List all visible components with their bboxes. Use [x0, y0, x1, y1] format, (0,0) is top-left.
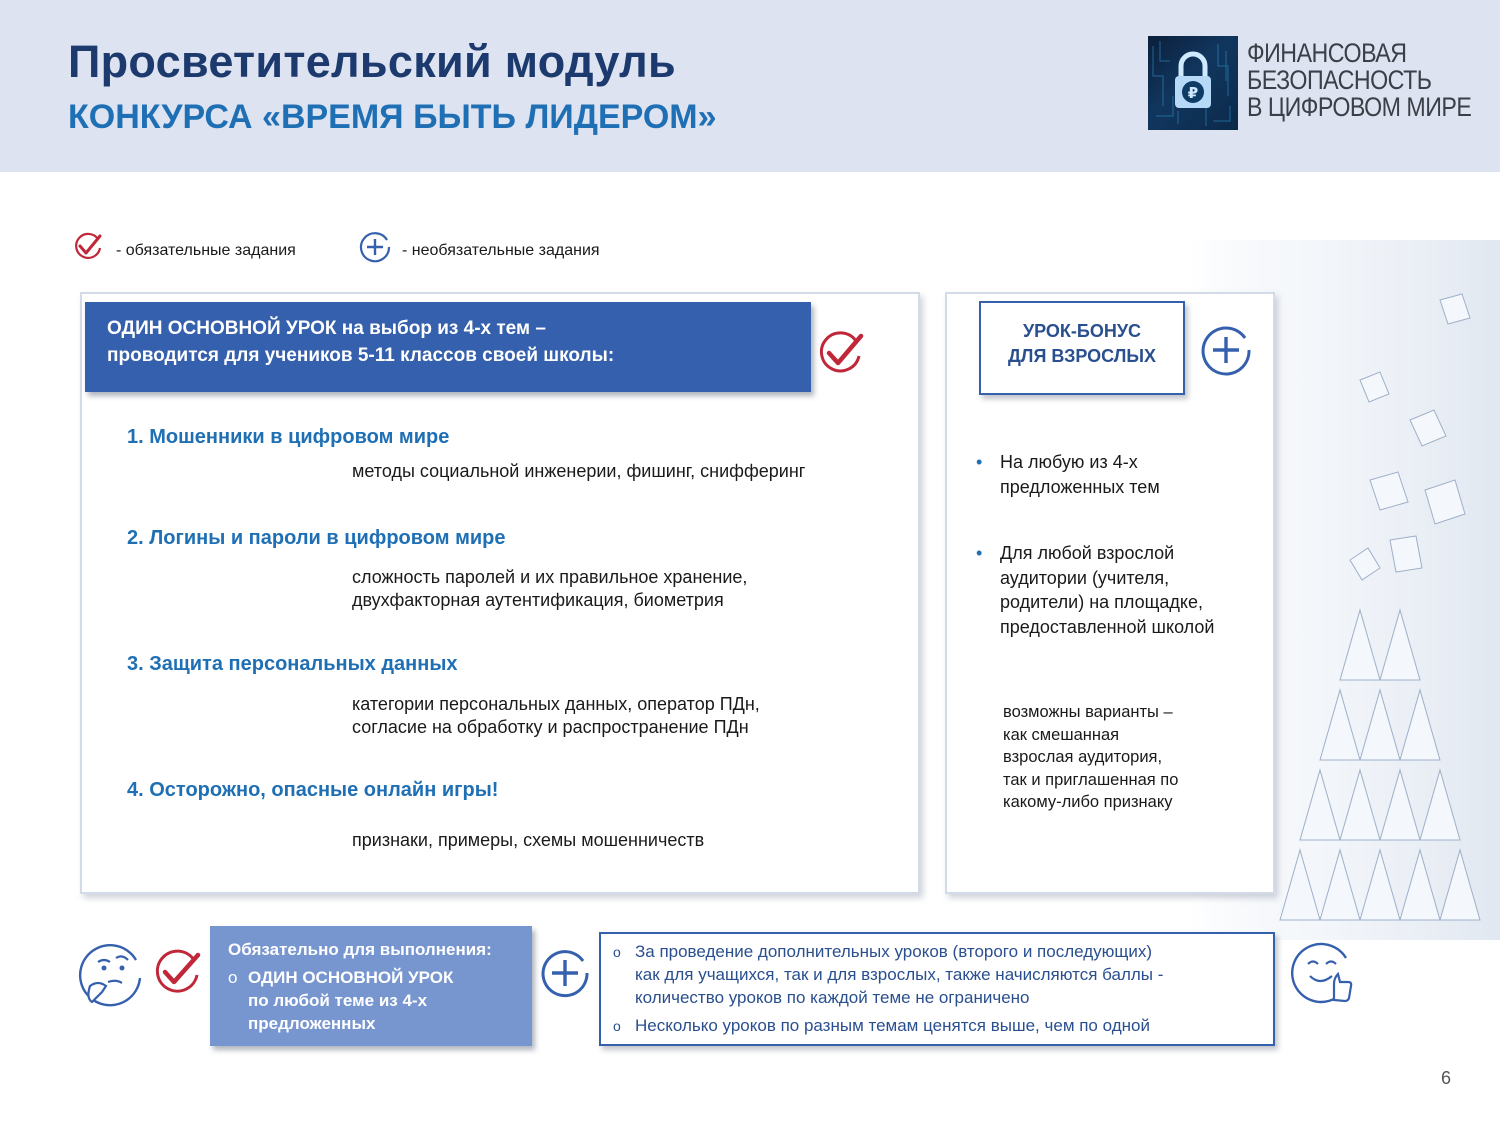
padlock-ruble-icon [1148, 36, 1238, 130]
required-item-line: по любой теме из 4-х [248, 991, 428, 1010]
plus-circle-icon [1198, 322, 1254, 378]
extra-lessons-box [599, 932, 1275, 1046]
bonus-bullet-line: предложенных тем [1000, 476, 1160, 497]
thumbs-up-face-icon [1290, 938, 1358, 1006]
bonus-bullet-line: Для любой взрослой [1000, 543, 1175, 563]
topic-description [352, 566, 747, 612]
checkmark-circle-icon [72, 230, 104, 262]
page-subtitle: КОНКУРСА «ВРЕМЯ БЫТЬ ЛИДЕРОМ» [68, 98, 717, 136]
bonus-note-line: взрослая аудитория, [1003, 748, 1163, 766]
topic-description-line: согласие на обработку и распространение ПДн [352, 717, 749, 737]
topic-description-line: сложность паролей и их правильное хранение, [352, 567, 748, 587]
extra-item-line: как для учащихся, так и для взрослых, также начисляются баллы - [635, 965, 1164, 984]
topic-title: 2. Логины и пароли в цифровом мире [127, 527, 506, 549]
plus-circle-icon [538, 946, 592, 1000]
logo-wordmark [1247, 40, 1471, 121]
bonus-note-line: какому-либо признаку [1003, 793, 1173, 811]
legend-required [72, 230, 296, 267]
topic-description-line: методы социальной инженерии, фишинг, снифферинг [352, 461, 806, 481]
bullet-circle-icon: o [228, 968, 238, 987]
topic-description-line: категории персональных данных, оператор ПДн, [352, 694, 760, 714]
main-header-line: проводится для учеников 5-11 классов своей школы: [107, 345, 615, 366]
logo-line: ФИНАНСОВАЯ [1247, 38, 1407, 68]
required-title: Обязательно для выполнения: [228, 940, 492, 959]
extra-item-line: За проведение дополнительных уроков (второго и последующих) [635, 942, 1153, 961]
logo-line: В ЦИФРОВОМ МИРЕ [1247, 92, 1472, 122]
thinking-face-icon [78, 938, 148, 1008]
bonus-bullet-line: На любую из 4-х [1000, 452, 1138, 472]
topic-description [352, 829, 704, 852]
bonus-note-line: возможны варианты – [1003, 703, 1173, 721]
legend-required-label: - обязательные задания [116, 242, 296, 259]
page-title: Просветительский модуль [68, 36, 676, 87]
topic-title: 3. Защита персональных данных [127, 653, 458, 675]
topic-title: 4. Осторожно, опасные онлайн игры! [127, 779, 499, 801]
bonus-bullet-line: родители) на площадке, [1000, 592, 1204, 612]
topic-description [352, 460, 805, 483]
bonus-bullet-line: аудитории (учителя, [1000, 567, 1170, 588]
main-lesson-header [85, 302, 811, 392]
extra-item-line: количество уроков по каждой теме не ограничено [635, 988, 1030, 1007]
required-summary-box [210, 926, 532, 1046]
bonus-note-line: так и приглашенная по [1003, 770, 1179, 789]
bullet-dot-icon: • [976, 543, 983, 563]
legend-optional [358, 230, 600, 269]
bonus-bullet-line: предоставленной школой [1000, 616, 1215, 637]
topic-description-line: двухфакторная аутентификация, биометрия [352, 590, 724, 610]
bullet-circle-icon: o [613, 1018, 621, 1034]
bonus-note-line: как смешанная [1003, 725, 1120, 744]
bonus-lesson-header [979, 301, 1185, 395]
bonus-title-line: УРОК-БОНУС [1022, 321, 1142, 341]
checkmark-circle-icon [816, 328, 866, 378]
bullet-dot-icon: • [976, 452, 983, 472]
topic-description-line: признаки, примеры, схемы мошенничеств [352, 830, 705, 850]
required-item-line: ОДИН ОСНОВНОЙ УРОК [248, 968, 454, 987]
logo-line: БЕЗОПАСНОСТЬ [1247, 65, 1432, 95]
topic-title: 1. Мошенники в цифровом мире [127, 426, 450, 448]
topic-description [352, 693, 760, 739]
extra-item-line: Несколько уроков по разным темам ценятся выше, чем по одной [635, 1016, 1150, 1035]
required-item-line: предложенных [248, 1014, 376, 1033]
legend-optional-label: - необязательные задания [402, 242, 600, 259]
checkmark-circle-icon [152, 946, 204, 998]
plus-circle-icon [358, 230, 392, 264]
main-header-line: ОДИН ОСНОВНОЙ УРОК на выбор из 4-х тем – [107, 318, 546, 339]
svg-text:₽: ₽ [1187, 84, 1199, 102]
page-number: 6 [1441, 1068, 1452, 1088]
bonus-title-line: ДЛЯ ВЗРОСЛЫХ [1007, 346, 1156, 366]
bonus-note [1003, 701, 1178, 814]
bullet-circle-icon: o [613, 944, 621, 960]
